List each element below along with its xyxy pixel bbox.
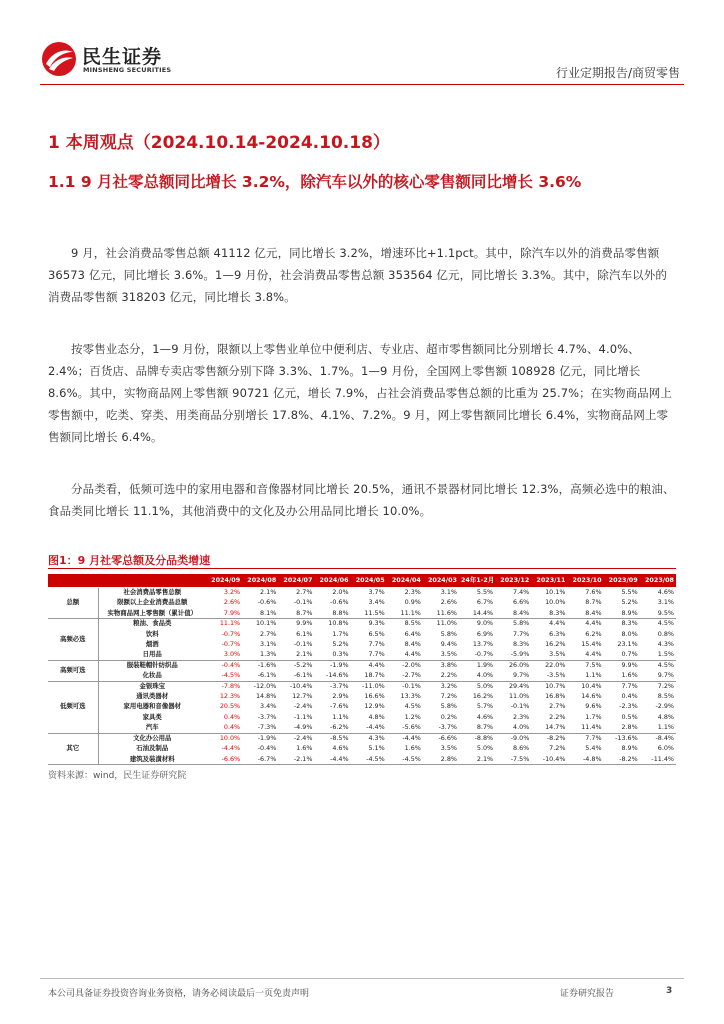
value-cell: 2.9%: [314, 692, 350, 702]
value-cell: -8.4%: [640, 733, 676, 743]
column-header: 2024/03: [423, 574, 459, 588]
value-cell: 5.2%: [604, 598, 640, 608]
value-cell: 11.0%: [423, 619, 459, 629]
value-cell: 4.4%: [531, 619, 567, 629]
value-cell: 4.6%: [314, 744, 350, 754]
value-cell: 0.9%: [387, 598, 423, 608]
row-label: 限额以上企业消费品总额: [98, 598, 206, 608]
table-row: [48, 681, 676, 691]
value-cell: -4.9%: [278, 723, 314, 733]
value-cell: 15.4%: [567, 640, 603, 650]
value-cell: -0.4%: [242, 744, 278, 754]
value-cell: -8.8%: [459, 733, 495, 743]
report-category: 行业定期报告/商贸零售: [555, 66, 680, 80]
table-row: [48, 608, 676, 618]
row-label: 粮油、食品类: [98, 619, 206, 629]
value-cell: -1.9%: [314, 660, 350, 670]
figure-divider: [48, 568, 676, 569]
footer-divider: [40, 978, 684, 979]
value-cell: 26.0%: [495, 660, 531, 670]
value-cell: 10.8%: [314, 619, 350, 629]
page-number: 3: [666, 986, 673, 996]
value-cell: 2.8%: [423, 754, 459, 764]
row-label: 化妆品: [98, 671, 206, 681]
group-label: 低频可选: [48, 681, 98, 733]
value-cell: -4.5%: [206, 671, 242, 681]
column-header: 2024/09: [206, 574, 242, 588]
value-cell: 3.8%: [423, 660, 459, 670]
value-cell: 4.8%: [351, 712, 387, 722]
column-header: 2024/07: [278, 574, 314, 588]
table-row: [48, 640, 676, 650]
value-cell: 1.6%: [278, 744, 314, 754]
value-cell: -6.2%: [314, 723, 350, 733]
value-cell: 4.4%: [567, 650, 603, 660]
value-cell: 0.4%: [604, 692, 640, 702]
value-cell: 22.0%: [531, 660, 567, 670]
value-cell: -5.2%: [278, 660, 314, 670]
table-row: [48, 712, 676, 722]
value-cell: 12.9%: [351, 702, 387, 712]
value-cell: -0.7%: [459, 650, 495, 660]
value-cell: 2.7%: [531, 702, 567, 712]
value-cell: 7.2%: [531, 744, 567, 754]
value-cell: 6.4%: [387, 629, 423, 639]
value-cell: 0.8%: [640, 629, 676, 639]
value-cell: 4.5%: [640, 660, 676, 670]
header-cell: [48, 574, 98, 588]
value-cell: 3.0%: [206, 650, 242, 660]
value-cell: -0.1%: [278, 640, 314, 650]
value-cell: 0.3%: [314, 650, 350, 660]
value-cell: -5.9%: [495, 650, 531, 660]
value-cell: -7.8%: [206, 681, 242, 691]
value-cell: 5.7%: [459, 702, 495, 712]
footer-disclaimer: 本公司具备证券投资咨询业务资格，请务必阅读最后一页免责声明: [48, 989, 310, 999]
value-cell: 3.5%: [531, 650, 567, 660]
paragraph-1: 9 月，社会消费品零售总额 41112 亿元，同比增长 3.2%，增速环比+1.1pct。其中，除汽车以外的消费品零售额 36573 亿元，同比增长 3.6%。1—9 月份，社会消费品零售总额 353564 亿元，同比增长 3.3%。其中，除汽车以外的消费品零售额 318203 亿元，同比增长 3.8%。: [48, 246, 667, 304]
value-cell: 5.5%: [459, 588, 495, 598]
value-cell: 4.0%: [495, 723, 531, 733]
value-cell: 13.3%: [387, 692, 423, 702]
value-cell: 0.5%: [604, 712, 640, 722]
table-row: [48, 619, 676, 629]
value-cell: 5.4%: [567, 744, 603, 754]
value-cell: -1.1%: [278, 712, 314, 722]
value-cell: 1.9%: [459, 660, 495, 670]
paragraph-3: 分品类看，低频可选中的家用电器和音像器材同比增长 20.5%，通讯不景器材同比增长 12.3%，高频必选中的粮油、食品类同比增长 11.1%，其他消费中的文化及办公用品同比增长 10.0%。: [48, 482, 675, 518]
value-cell: 9.7%: [640, 671, 676, 681]
subsection-heading: 1.1 9 月社零总额同比增长 3.2%，除汽车以外的核心零售额同比增长 3.6%: [48, 173, 582, 191]
value-cell: 2.3%: [387, 588, 423, 598]
value-cell: -6.1%: [242, 671, 278, 681]
value-cell: 4.8%: [640, 712, 676, 722]
value-cell: 12.7%: [278, 692, 314, 702]
value-cell: 10.4%: [567, 681, 603, 691]
section-heading: 1 本周观点（2024.10.14-2024.10.18）: [48, 133, 390, 153]
value-cell: 3.7%: [351, 588, 387, 598]
value-cell: 8.7%: [459, 723, 495, 733]
value-cell: -2.1%: [278, 754, 314, 764]
value-cell: 9.9%: [278, 619, 314, 629]
value-cell: 5.0%: [459, 681, 495, 691]
value-cell: 4.4%: [567, 619, 603, 629]
value-cell: 7.9%: [206, 608, 242, 618]
value-cell: 10.0%: [206, 733, 242, 743]
value-cell: 7.7%: [495, 629, 531, 639]
value-cell: 1.6%: [604, 671, 640, 681]
value-cell: 8.3%: [604, 619, 640, 629]
column-header: 2024/04: [387, 574, 423, 588]
value-cell: 8.4%: [387, 640, 423, 650]
value-cell: -4.5%: [351, 754, 387, 764]
column-header: 2023/10: [567, 574, 603, 588]
value-cell: 1.2%: [387, 712, 423, 722]
value-cell: 8.9%: [604, 608, 640, 618]
row-label: 服装鞋帽针纺织品: [98, 660, 206, 670]
table-row: [48, 650, 676, 660]
value-cell: -4.8%: [567, 754, 603, 764]
value-cell: 0.4%: [206, 712, 242, 722]
value-cell: 3.1%: [640, 598, 676, 608]
column-header: 2023/08: [640, 574, 676, 588]
figure-source: 资料来源：wind，民生证券研究院: [48, 771, 187, 781]
figure-title: 图1：9 月社零总额及分品类增速: [48, 554, 211, 567]
value-cell: 5.1%: [351, 744, 387, 754]
value-cell: 1.1%: [640, 723, 676, 733]
value-cell: 9.4%: [423, 640, 459, 650]
value-cell: -0.1%: [495, 702, 531, 712]
value-cell: -0.6%: [314, 598, 350, 608]
value-cell: 1.5%: [640, 650, 676, 660]
table-row: [48, 660, 676, 670]
table-row: [48, 598, 676, 608]
value-cell: 8.7%: [567, 598, 603, 608]
value-cell: 9.6%: [567, 702, 603, 712]
value-cell: 8.8%: [314, 608, 350, 618]
value-cell: 1.7%: [567, 712, 603, 722]
value-cell: 2.2%: [531, 712, 567, 722]
value-cell: 7.5%: [567, 660, 603, 670]
row-label: 汽车: [98, 723, 206, 733]
value-cell: 2.0%: [314, 588, 350, 598]
value-cell: 2.6%: [206, 598, 242, 608]
value-cell: 11.4%: [567, 723, 603, 733]
value-cell: -7.3%: [242, 723, 278, 733]
column-header: 2024/05: [351, 574, 387, 588]
row-label: 社会消费品零售总额: [98, 588, 206, 598]
column-header: 2023/09: [604, 574, 640, 588]
value-cell: 9.3%: [351, 619, 387, 629]
value-cell: -3.5%: [531, 671, 567, 681]
value-cell: -6.1%: [278, 671, 314, 681]
value-cell: 0.2%: [423, 712, 459, 722]
value-cell: 8.9%: [604, 744, 640, 754]
value-cell: 4.5%: [640, 619, 676, 629]
value-cell: 7.7%: [351, 640, 387, 650]
value-cell: 8.6%: [495, 744, 531, 754]
value-cell: 8.5%: [387, 619, 423, 629]
logo-text-cn: 民生证券: [82, 46, 163, 68]
table-row: [48, 723, 676, 733]
value-cell: 4.3%: [351, 733, 387, 743]
value-cell: 4.4%: [351, 660, 387, 670]
value-cell: -0.6%: [242, 598, 278, 608]
row-label: 烟酒: [98, 640, 206, 650]
table-row: [48, 733, 676, 743]
value-cell: -4.4%: [387, 733, 423, 743]
value-cell: 5.8%: [495, 619, 531, 629]
row-label: 金银珠宝: [98, 681, 206, 691]
value-cell: 9.9%: [604, 660, 640, 670]
value-cell: -0.1%: [387, 681, 423, 691]
value-cell: 9.0%: [459, 619, 495, 629]
value-cell: -0.4%: [206, 660, 242, 670]
table-row: [48, 692, 676, 702]
value-cell: 3.2%: [423, 681, 459, 691]
value-cell: 14.8%: [242, 692, 278, 702]
column-header: 2023/12: [495, 574, 531, 588]
value-cell: 11.6%: [423, 608, 459, 618]
value-cell: 29.4%: [495, 681, 531, 691]
row-label: 建筑及装潢材料: [98, 754, 206, 764]
value-cell: 2.1%: [278, 650, 314, 660]
value-cell: 4.6%: [640, 588, 676, 598]
value-cell: -0.1%: [278, 598, 314, 608]
value-cell: 11.1%: [387, 608, 423, 618]
value-cell: 2.8%: [604, 723, 640, 733]
row-label: 文化办公用品: [98, 733, 206, 743]
value-cell: 7.6%: [567, 588, 603, 598]
value-cell: 10.1%: [531, 588, 567, 598]
value-cell: 3.1%: [242, 640, 278, 650]
value-cell: -3.7%: [242, 712, 278, 722]
value-cell: -8.2%: [531, 733, 567, 743]
value-cell: 4.4%: [387, 650, 423, 660]
value-cell: -2.0%: [387, 660, 423, 670]
column-header: 2024/08: [242, 574, 278, 588]
value-cell: 7.2%: [423, 692, 459, 702]
value-cell: -3.7%: [423, 723, 459, 733]
value-cell: 9.5%: [640, 608, 676, 618]
value-cell: 20.5%: [206, 702, 242, 712]
table-row: [48, 702, 676, 712]
value-cell: -0.7%: [206, 629, 242, 639]
value-cell: 11.0%: [495, 692, 531, 702]
value-cell: 2.7%: [278, 588, 314, 598]
value-cell: 6.3%: [531, 629, 567, 639]
value-cell: 16.8%: [531, 692, 567, 702]
value-cell: 7.7%: [351, 650, 387, 660]
row-label: 实物商品网上零售额（累计值）: [98, 608, 206, 618]
value-cell: 2.1%: [459, 754, 495, 764]
value-cell: -2.3%: [604, 702, 640, 712]
value-cell: -11.4%: [640, 754, 676, 764]
value-cell: 3.2%: [206, 588, 242, 598]
row-label: 家具类: [98, 712, 206, 722]
value-cell: 10.7%: [531, 681, 567, 691]
value-cell: 0.4%: [206, 723, 242, 733]
value-cell: 6.7%: [459, 598, 495, 608]
value-cell: 4.6%: [459, 712, 495, 722]
value-cell: 1.1%: [567, 671, 603, 681]
value-cell: -2.7%: [387, 671, 423, 681]
value-cell: 6.0%: [640, 744, 676, 754]
row-label: 石油及制品: [98, 744, 206, 754]
value-cell: 2.3%: [495, 712, 531, 722]
value-cell: -0.7%: [206, 640, 242, 650]
value-cell: -4.4%: [206, 744, 242, 754]
value-cell: 16.2%: [531, 640, 567, 650]
column-header: 24年1-2月: [459, 574, 495, 588]
value-cell: 7.7%: [604, 681, 640, 691]
header-divider: [40, 84, 684, 85]
footer-report-type: 证券研究报告: [560, 989, 615, 999]
value-cell: 16.2%: [459, 692, 495, 702]
group-label: 总额: [48, 588, 98, 619]
value-cell: 9.7%: [495, 671, 531, 681]
value-cell: 2.2%: [423, 671, 459, 681]
value-cell: 14.6%: [567, 692, 603, 702]
value-cell: 14.7%: [531, 723, 567, 733]
logo: [40, 40, 190, 80]
value-cell: -4.4%: [351, 723, 387, 733]
value-cell: 5.2%: [314, 640, 350, 650]
value-cell: 7.4%: [495, 588, 531, 598]
value-cell: 18.7%: [351, 671, 387, 681]
value-cell: 8.4%: [495, 608, 531, 618]
value-cell: 2.7%: [242, 629, 278, 639]
value-cell: 10.1%: [242, 619, 278, 629]
value-cell: -1.6%: [242, 660, 278, 670]
value-cell: 12.3%: [206, 692, 242, 702]
value-cell: 1.7%: [314, 629, 350, 639]
value-cell: -13.6%: [604, 733, 640, 743]
row-label: 日用品: [98, 650, 206, 660]
value-cell: 8.0%: [604, 629, 640, 639]
value-cell: 3.5%: [423, 744, 459, 754]
value-cell: -2.9%: [640, 702, 676, 712]
value-cell: 13.7%: [459, 640, 495, 650]
value-cell: 8.4%: [567, 608, 603, 618]
value-cell: -14.6%: [314, 671, 350, 681]
value-cell: 11.1%: [206, 619, 242, 629]
table-row: [48, 671, 676, 681]
value-cell: -6.6%: [423, 733, 459, 743]
value-cell: 10.0%: [531, 598, 567, 608]
value-cell: 7.2%: [640, 681, 676, 691]
value-cell: 2.1%: [242, 588, 278, 598]
value-cell: 8.1%: [242, 608, 278, 618]
group-label: 高频必选: [48, 619, 98, 661]
value-cell: 16.6%: [351, 692, 387, 702]
value-cell: -12.0%: [242, 681, 278, 691]
value-cell: -1.9%: [242, 733, 278, 743]
table-row: [48, 754, 676, 764]
value-cell: 8.3%: [531, 608, 567, 618]
value-cell: 4.0%: [459, 671, 495, 681]
row-label: 饮料: [98, 629, 206, 639]
value-cell: 11.5%: [351, 608, 387, 618]
value-cell: 6.2%: [567, 629, 603, 639]
value-cell: 6.5%: [351, 629, 387, 639]
column-header: 2023/11: [531, 574, 567, 588]
value-cell: 6.1%: [278, 629, 314, 639]
table-row: [48, 629, 676, 639]
value-cell: -2.4%: [278, 733, 314, 743]
value-cell: 5.0%: [459, 744, 495, 754]
value-cell: 4.3%: [640, 640, 676, 650]
minsheng-logo-icon: [40, 40, 78, 78]
value-cell: -6.7%: [242, 754, 278, 764]
value-cell: -7.6%: [314, 702, 350, 712]
value-cell: 8.7%: [278, 608, 314, 618]
value-cell: 5.8%: [423, 629, 459, 639]
value-cell: 3.1%: [423, 588, 459, 598]
page-header: [0, 0, 724, 90]
value-cell: 7.7%: [567, 733, 603, 743]
group-label: 其它: [48, 733, 98, 764]
value-cell: -2.4%: [278, 702, 314, 712]
paragraph-2: 按零售业态分，1—9 月份，限额以上零售业单位中便利店、专业店、超市零售额同比分别增长 4.7%、4.0%、2.4%；百货店、品牌专卖店零售额分别下降 3.3%、1.7%。1—9 月份，全国网上零售额 108928 亿元，同比增长 8.6%。其中，实物商品网上零售额 90721 亿元，增长 7.9%，占社会消费品零售总额的比重为 25.7%；在实物商品网上零售额中，吃类、穿类、用类商品分别增长 17.8%、4.1%、7.2%。9 月，网上零售额同比增长 6.4%，实物商品网上零售额同比增长 6.4%。: [48, 342, 672, 444]
value-cell: 3.4%: [351, 598, 387, 608]
value-cell: -4.5%: [387, 754, 423, 764]
row-label: 家用电器和音像器材: [98, 702, 206, 712]
value-cell: 1.3%: [242, 650, 278, 660]
value-cell: -4.4%: [314, 754, 350, 764]
value-cell: 2.6%: [423, 598, 459, 608]
value-cell: -8.2%: [604, 754, 640, 764]
value-cell: 23.1%: [604, 640, 640, 650]
logo-text-en: MINSHENG SECURITIES: [83, 66, 172, 74]
value-cell: 1.6%: [387, 744, 423, 754]
value-cell: 8.3%: [495, 640, 531, 650]
table-row: [48, 744, 676, 754]
value-cell: -11.0%: [351, 681, 387, 691]
row-label: 通讯类器材: [98, 692, 206, 702]
value-cell: -5.6%: [387, 723, 423, 733]
value-cell: -8.5%: [314, 733, 350, 743]
value-cell: 6.9%: [459, 629, 495, 639]
value-cell: -6.6%: [206, 754, 242, 764]
value-cell: -3.7%: [314, 681, 350, 691]
value-cell: 8.5%: [640, 692, 676, 702]
value-cell: 5.5%: [604, 588, 640, 598]
group-label: 高频可选: [48, 660, 98, 681]
value-cell: 14.4%: [459, 608, 495, 618]
value-cell: 1.1%: [314, 712, 350, 722]
value-cell: 3.5%: [423, 650, 459, 660]
value-cell: 6.6%: [495, 598, 531, 608]
value-cell: 4.5%: [387, 702, 423, 712]
value-cell: -9.0%: [495, 733, 531, 743]
value-cell: -10.4%: [278, 681, 314, 691]
value-cell: 3.4%: [242, 702, 278, 712]
header-cell: [98, 574, 206, 588]
table-header-row: [48, 574, 676, 588]
value-cell: -10.4%: [531, 754, 567, 764]
value-cell: 0.7%: [604, 650, 640, 660]
table-row: [48, 588, 676, 598]
value-cell: -7.5%: [495, 754, 531, 764]
retail-growth-table: [48, 574, 676, 765]
column-header: 2024/06: [314, 574, 350, 588]
value-cell: 5.8%: [423, 702, 459, 712]
